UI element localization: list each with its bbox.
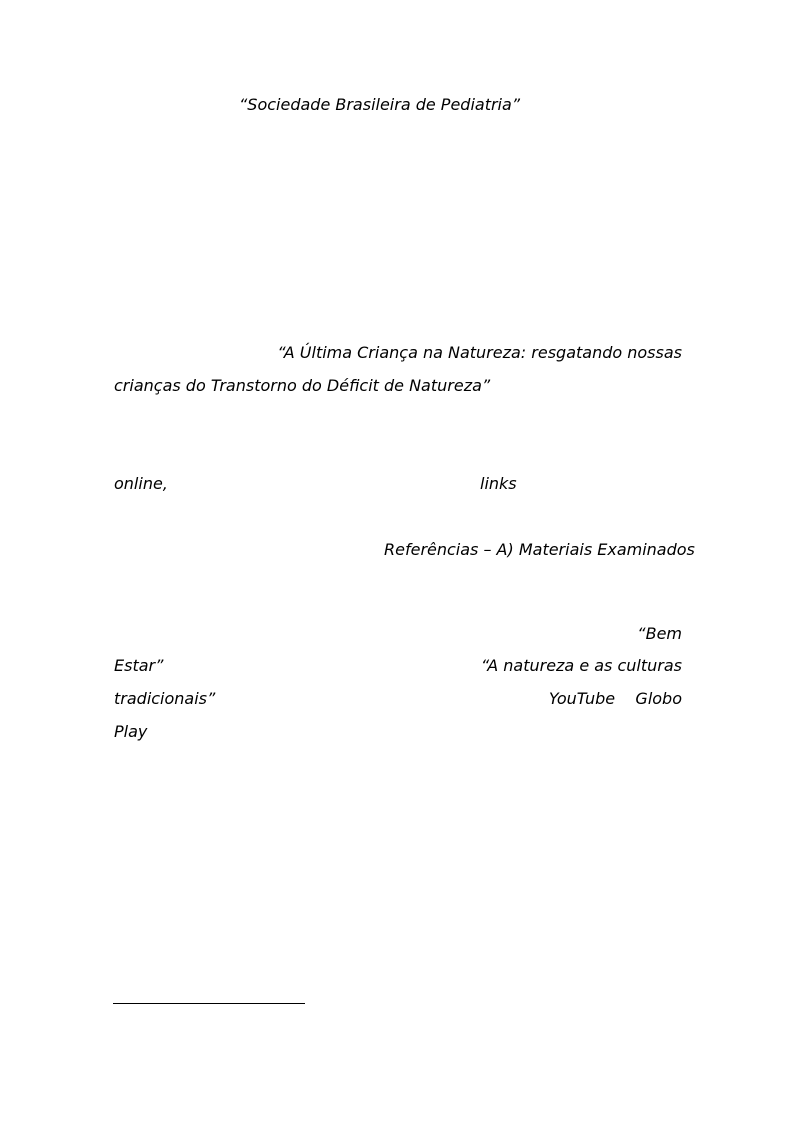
play-word: Play [114, 722, 148, 741]
bem-estar-quote-start: “Bem [637, 624, 682, 643]
bem-estar-quote-end: Estar” [114, 656, 164, 675]
references-heading-text: Referências – A) Materiais Examinados [384, 540, 695, 559]
links-word: links [480, 474, 517, 493]
society-name-text: “Sociedade Brasileira de Pediatria” [239, 95, 521, 114]
nature-cultures-quote-start: “A natureza e as culturas [480, 656, 682, 675]
book-title-line-1: “A Última Criança na Natureza: resgatando nossas [277, 343, 682, 362]
nature-cultures-quote-end: tradicionais” [114, 689, 216, 708]
youtube-globo-text: YouTube Globo [548, 689, 682, 708]
book-title-line-2: crianças do Transtorno do Déficit de Natureza” [114, 376, 491, 395]
online-word: online, [114, 474, 168, 493]
footnote-separator [113, 1003, 305, 1004]
